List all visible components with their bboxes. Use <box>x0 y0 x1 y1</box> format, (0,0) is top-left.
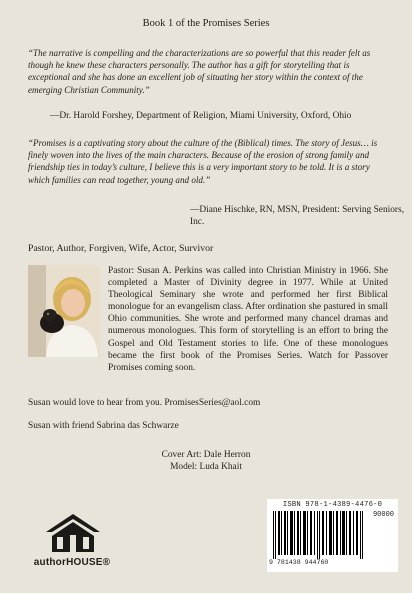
isbn-number: ISBN 978-1-4389-4476-0 <box>282 501 383 509</box>
series-title: Book 1 of the Promises Series <box>142 18 270 29</box>
author-bio: Pastor: Susan A. Perkins was called into Christian Ministry in 1966. She completed a Master of Divinity degree in 1977. While at United Theological Seminary she wrote and performed her first Biblical monologue for an evangelism class. After ordination she pastured in small Ohio communities. She wrote and performed many chancel dramas and numerous monologues. This form of storytelling is an effort to bring the Gospel and Old Testament stories to life. One of these monologues became the first book of the Promises Series. Watch for Passover Promises coming soon. <box>108 266 388 373</box>
barcode-bars <box>271 511 367 559</box>
author-contact: Susan would love to hear from you. PromisesSeries@aol.com <box>28 398 261 408</box>
publisher-name: authorHOUSE® <box>33 557 111 568</box>
review-quote-text: “The narrative is compelling and the characterizations are so powerful that this reader felt as though he knew these characters personally. The author has a gift for storytelling that is exceptional and she has done an excellent job of situating her story within the context of the emerging Christian Community.” <box>28 48 371 95</box>
cover-credits <box>0 449 412 473</box>
isbn-barcode <box>267 499 398 572</box>
author-roles: Pastor, Author, Forgiven, Wife, Actor, Survivor <box>28 243 214 254</box>
barcode-digits: 9 781438 944760 <box>269 559 329 566</box>
review-attribution-1: —Dr. Harold Forshey, Department of Religion, Miami University, Oxford, Ohio <box>50 111 352 121</box>
model-credit: Model: Luda Khait <box>170 462 242 472</box>
author-photo <box>28 265 100 357</box>
review-attribution-2: —Diane Hischke, RN, MSN, President: Serving Seniors, Inc. <box>190 205 405 227</box>
price-code: 90000 <box>372 511 394 519</box>
review-quote-2 <box>28 137 388 186</box>
review-quote-1 <box>28 47 388 96</box>
photo-caption: Susan with friend Sabrina das Schwarze <box>28 421 179 431</box>
review-quote-text: “Promises is a captivating story about the culture of the (Biblical) times. The story of Jesus… is finely woven into the lives of the main characters. Because of the erosion of strong family and friendship ties in today’s culture, I believe this is a very important story to be told. It is a story which families can read together, young and old.” <box>28 138 378 185</box>
authorhouse-logo-icon <box>42 512 104 561</box>
cover-art-credit: Cover Art: Dale Herron <box>161 450 251 460</box>
